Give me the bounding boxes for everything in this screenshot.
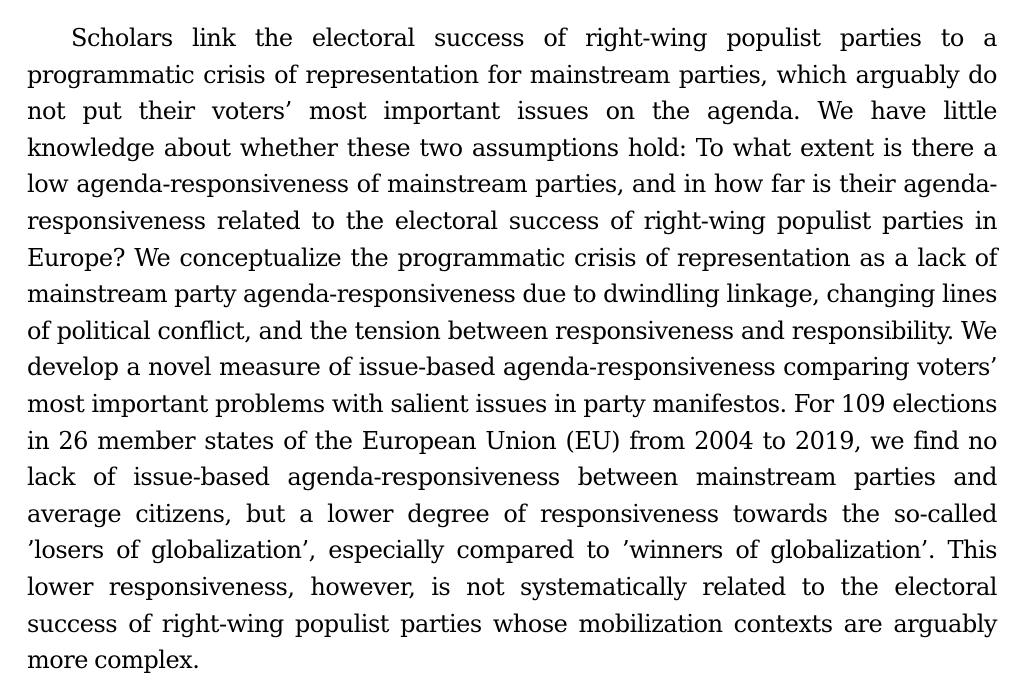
abstract-paragraph: Scholars link the electoral success of right-wing populist parties to a programmatic crisis of representation for mainstream parties, which arguably do not put their voters’ most important issues on the agenda. We have little knowledge about whether these two assumptions hold: To what extent is there a low agenda-responsiveness of mainstream parties, and in how far is their agenda-responsiveness related to the electoral success of right-wing populist parties in Europe? We conceptualize the programmatic crisis of representation as a lack of mainstream party agenda-responsiveness due to dwindling linkage, changing lines of political conflict, and the tension between responsiveness and responsibility. We develop a novel measure of issue-based agenda-responsiveness comparing voters’ most important problems with salient issues in party manifestos. For 109 elections in 26 member states of the European Union (EU) from 2004 to 2019, we find no lack of issue-based agenda-responsiveness between mainstream parties and average citizens, but a lower degree of responsiveness towards the so-called ’losers of globalization’, especially compared to ’winners of globalization’. This lower responsiveness, however, is not systematically related to the electoral success of right-wing populist parties whose mobilization contexts are arguably more complex.	[27, 24, 997, 675]
document-page	[27, 20, 997, 679]
